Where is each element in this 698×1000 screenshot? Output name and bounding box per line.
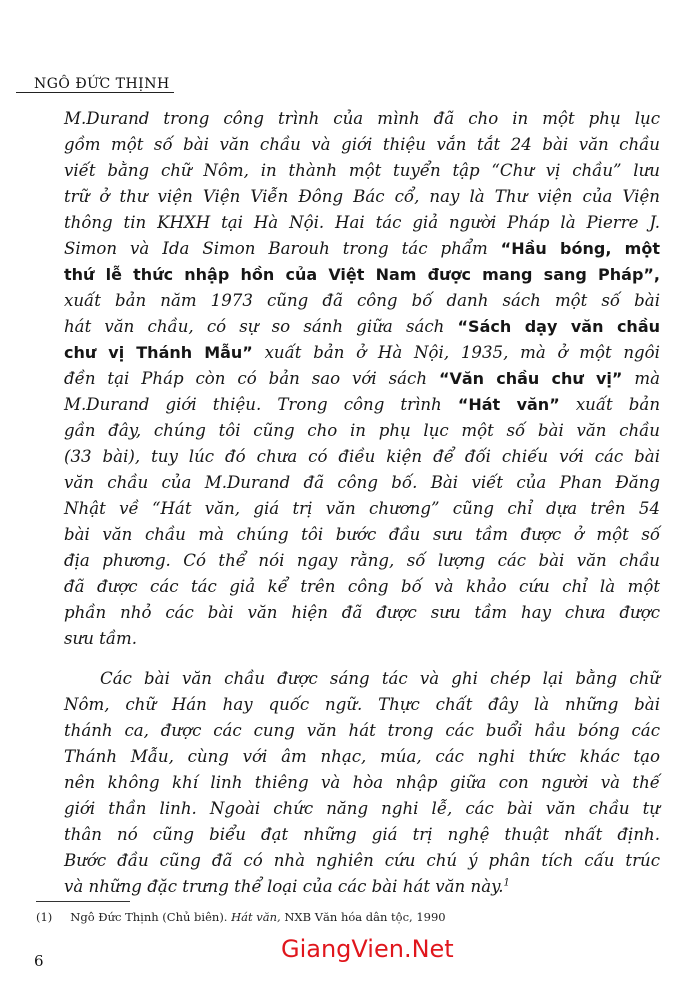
footnote-reference[interactable]: 1: [503, 877, 510, 889]
text-line: Bước đầu cũng đã có nhà nghiên cứu chú ý phân tích cấu trúc: [64, 851, 660, 870]
text-line: sưu tầm.: [64, 629, 138, 648]
bold-title: “Sách dạy văn chầu: [457, 317, 661, 336]
text-run: M.Durand giới thiệu. Trong công trình: [64, 395, 442, 414]
text-line: [64, 314, 660, 340]
paragraph-2: [64, 666, 660, 900]
text-line: (33 bài), tuy lúc đó chưa có điều kiện để đối chiếu với các bài: [64, 447, 660, 466]
bold-title: “Văn chầu chư vị”: [438, 369, 623, 388]
text-run: hát văn chầu, có sự so sánh giữa sách: [64, 317, 445, 336]
running-head: NGÔ ĐỨC THỊNH: [34, 76, 170, 92]
text-run: và những đặc trưng thể loại của các bài hát văn này.: [64, 877, 504, 896]
footnote-rule: [36, 901, 130, 902]
text-line: gồm một số bài văn chầu và giới thiệu vắn tắt 24 bài văn chầu: [64, 135, 660, 154]
watermark-text: GiangVien.Net: [281, 935, 454, 963]
text-line: thông tin KHXH tại Hà Nội. Hai tác giả người Pháp là Pierre J.: [64, 213, 660, 232]
text-line: giới thần linh. Ngoài chức năng nghi lễ, các bài văn chầu tự: [64, 799, 660, 818]
text-line: [64, 366, 660, 392]
text-line: viết bằng chữ Nôm, in thành một tuyển tập “Chư vị chầu” lưu: [64, 161, 660, 180]
text-line: Thánh Mẫu, cùng với âm nhạc, múa, các nghi thức khác tạo: [64, 747, 660, 766]
footnote: [36, 910, 446, 924]
text-line: Các bài văn chầu được sáng tác và ghi chép lại bằng chữ: [100, 669, 660, 688]
text-run: mà: [634, 369, 660, 388]
bold-title: chư vị Thánh Mẫu”: [64, 343, 253, 362]
text-run: xuất bản: [575, 395, 661, 414]
text-line: địa phương. Có thể nói ngay rằng, số lượng các bài văn chầu: [64, 551, 660, 570]
text-line: gần đây, chúng tôi cũng cho in phụ lục một số bài văn chầu: [64, 421, 660, 440]
bold-title: “Hầu bóng, một: [500, 239, 660, 258]
header-rule: [16, 92, 174, 93]
footnote-text: Ngô Đức Thịnh (Chủ biên).: [70, 910, 228, 924]
text-line: trữ ở thư viện Viện Viễn Đông Bác cổ, nay là Thư viện của Viện: [64, 187, 660, 206]
body-text: [64, 106, 660, 900]
footnote-mark: (1): [36, 910, 53, 924]
text-run: đền tại Pháp còn có bản sao với sách: [64, 369, 428, 388]
text-line: Nhật về “Hát văn, giá trị văn chương” cũng chỉ dựa trên 54: [64, 499, 660, 518]
text-line: [64, 236, 660, 262]
text-line: thánh ca, được các cung văn hát trong các buổi hầu bóng các: [64, 721, 660, 740]
text-line: văn chầu của M.Durand đã công bố. Bài viết của Phan Đăng: [64, 473, 660, 492]
text-line: [64, 262, 660, 288]
text-line: [64, 340, 660, 366]
text-run: xuất bản ở Hà Nội, 1935, mà ở một ngôi: [264, 343, 660, 362]
text-line: nên không khí linh thiêng và hòa nhập giữa con người và thế: [64, 773, 660, 792]
text-line: bài văn chầu mà chúng tôi bước đầu sưu tầm được ở một số: [64, 525, 660, 544]
text-line: M.Durand trong công trình của mình đã cho in một phụ lục: [64, 109, 660, 128]
text-line: [64, 874, 660, 900]
text-line: [64, 392, 660, 418]
text-line: đã được các tác giả kể trên công bố và khảo cứu chỉ là một: [64, 577, 660, 596]
page-number: 6: [34, 952, 44, 970]
paragraph-1: [64, 106, 660, 652]
footnote-title: Hát văn,: [231, 910, 281, 924]
text-line: thân nó cũng biểu đạt những giá trị nghệ thuật nhất định.: [64, 825, 660, 844]
bold-title: “Hát văn”: [457, 395, 560, 414]
text-line: phần nhỏ các bài văn hiện đã được sưu tầm hay chưa được: [64, 603, 660, 622]
text-run: Simon và Ida Simon Barouh trong tác phẩm: [64, 239, 488, 258]
text-line: Nôm, chữ Hán hay quốc ngữ. Thực chất đây là những bài: [64, 695, 660, 714]
text-line: xuất bản năm 1973 cũng đã công bố danh sách một số bài: [64, 291, 660, 310]
bold-title: thứ lễ thức nhập hồn của Việt Nam được mang sang Pháp”,: [64, 265, 660, 284]
footnote-publisher: NXB Văn hóa dân tộc, 1990: [284, 910, 446, 924]
paragraph-gap: [64, 652, 660, 666]
